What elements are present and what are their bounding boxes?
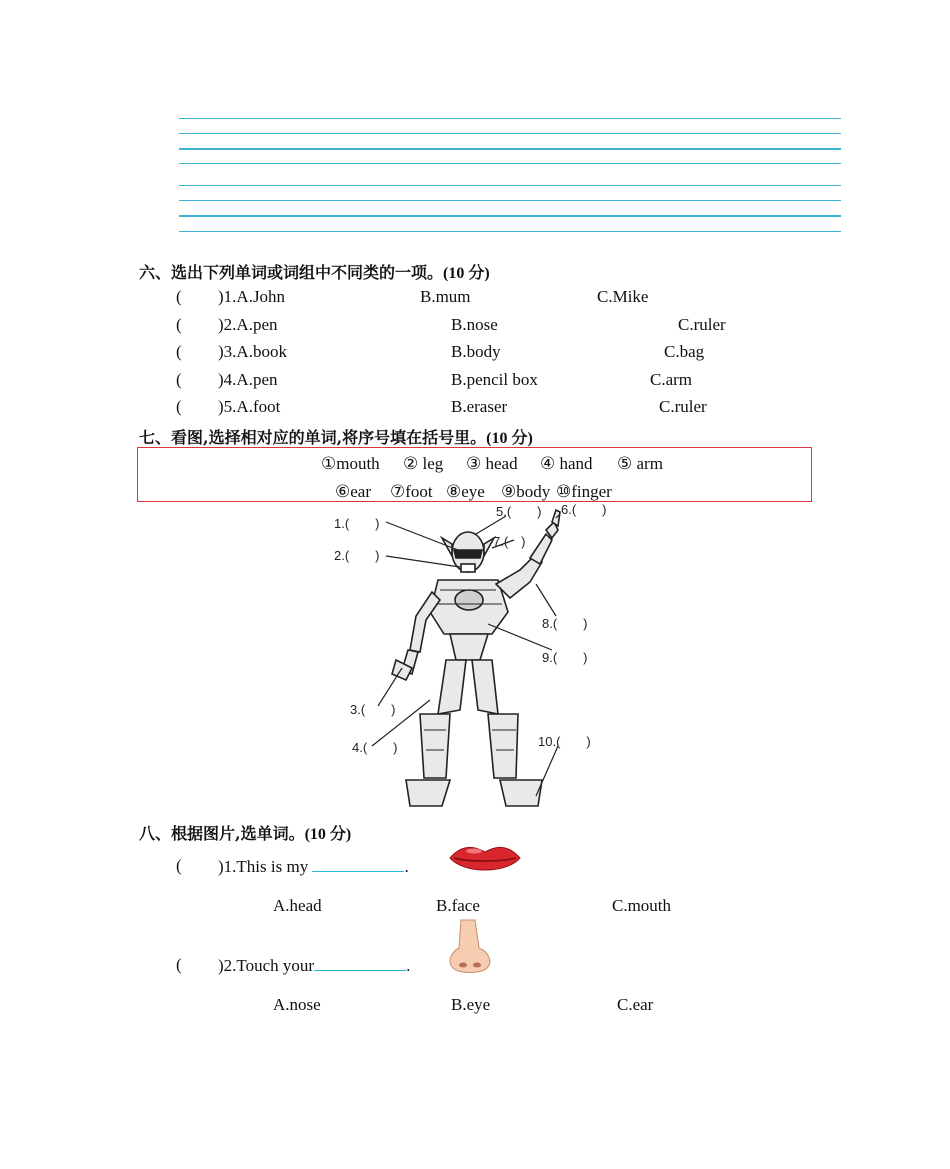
question-text: )2.Touch your (218, 956, 315, 975)
option-a: )2.A.pen (218, 315, 278, 334)
writing-line (179, 118, 841, 119)
option-a: )1.A.John (218, 287, 286, 306)
option-c: C.Mike (597, 287, 649, 306)
section6-score: (10 分) (443, 265, 490, 282)
robot-foot (406, 780, 450, 806)
option-b: B.nose (451, 315, 498, 334)
option-b: B.body (451, 342, 501, 361)
answer-paren[interactable]: ( (176, 315, 182, 334)
option-b: B.mum (420, 287, 471, 306)
writing-line (179, 185, 841, 186)
writing-line (179, 215, 841, 217)
option-a: )5.A.foot (218, 397, 281, 416)
option-c: C.mouth (612, 896, 672, 915)
part-label[interactable]: 8.( ) (542, 616, 588, 631)
part-label[interactable]: 5.( ) (496, 504, 542, 519)
question-text: )1.This is my (218, 857, 309, 876)
word-bank-item: ② leg (403, 454, 444, 473)
option-c: C.arm (650, 370, 693, 389)
robot-arm (496, 556, 542, 598)
option-c: C.ruler (678, 315, 726, 334)
answer-paren[interactable]: ( (176, 287, 182, 306)
option-a: A.nose (273, 995, 321, 1014)
mouth-picture (448, 842, 522, 876)
answer-paren[interactable]: ( (176, 955, 182, 974)
word-bank-item: ③ head (466, 454, 518, 473)
section8-heading (139, 821, 351, 844)
nose-picture (445, 918, 495, 974)
section8-title: 八、根据图片,选单词。 (139, 824, 305, 843)
question-end: . (406, 956, 411, 975)
option-c: C.ear (617, 995, 654, 1014)
writing-line (179, 148, 841, 150)
robot-illustration (320, 500, 630, 812)
part-label[interactable]: 7.( ) (493, 534, 526, 549)
option-b: B.pencil box (451, 370, 538, 389)
word-bank-item: ⑤ arm (617, 454, 663, 473)
option-b: B.face (436, 896, 480, 915)
option-b: B.eraser (451, 397, 508, 416)
word-bank-item: ①mouth (321, 454, 380, 473)
part-label[interactable]: 10.( ) (538, 734, 591, 749)
writing-line (179, 163, 841, 164)
question-stem (218, 857, 409, 875)
writing-line (179, 231, 841, 232)
section8-score: (10 分) (304, 826, 352, 843)
question-stem (218, 956, 410, 974)
robot-leg (438, 660, 466, 714)
option-a: )4.A.pen (218, 370, 278, 389)
section7-heading (139, 425, 533, 448)
section7-title: 七、看图,选择相对应的单词,将序号填在括号里。 (139, 428, 487, 447)
part-label[interactable]: 6.( ) (561, 502, 607, 517)
robot-mouth (461, 564, 475, 572)
part-label[interactable]: 3.( ) (350, 702, 396, 717)
option-a: )3.A.book (218, 342, 287, 361)
option-c: C.bag (664, 342, 705, 361)
answer-paren[interactable]: ( (176, 370, 182, 389)
part-label[interactable]: 2.( ) (334, 548, 380, 563)
word-bank-item: ⑧eye (446, 482, 485, 501)
answer-blank[interactable] (312, 857, 404, 872)
answer-paren[interactable]: ( (176, 397, 182, 416)
word-bank-item: ④ hand (540, 454, 593, 473)
section7-score: (10 分) (486, 430, 533, 447)
writing-line (179, 133, 841, 134)
part-label[interactable]: 9.( ) (542, 650, 588, 665)
option-a: A.head (273, 896, 322, 915)
option-c: C.ruler (659, 397, 707, 416)
answer-paren[interactable]: ( (176, 856, 182, 875)
question-end: . (404, 857, 409, 876)
answer-paren[interactable]: ( (176, 342, 182, 361)
writing-line (179, 200, 841, 201)
word-bank-item: ⑩finger (556, 482, 612, 501)
part-label[interactable]: 1.( ) (334, 516, 380, 531)
word-bank-item: ⑦foot (390, 482, 433, 501)
option-b: B.eye (451, 995, 491, 1014)
word-bank-item: ⑨body (501, 482, 551, 501)
section6-title: 六、选出下列单词或词组中不同类的一项。 (139, 263, 444, 282)
answer-blank[interactable] (314, 956, 406, 971)
part-label[interactable]: 4.( ) (352, 740, 398, 755)
robot-visor (454, 550, 482, 558)
section6-heading (139, 260, 490, 283)
word-bank-item: ⑥ear (335, 482, 371, 501)
